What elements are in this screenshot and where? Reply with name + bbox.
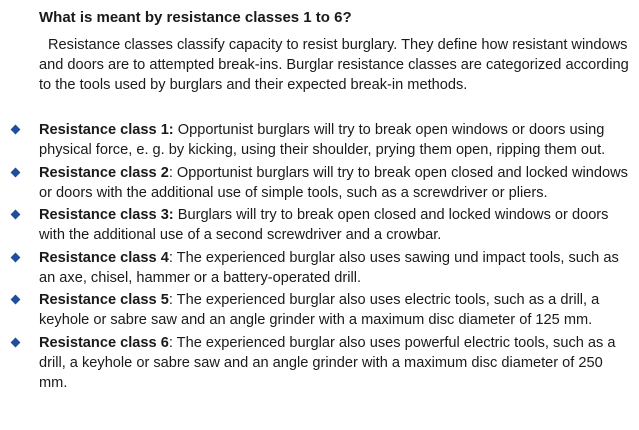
list-item-class-2 bbox=[0, 163, 639, 203]
class-label: Resistance class 3: bbox=[39, 207, 174, 223]
class-label: Resistance class 1: bbox=[39, 122, 174, 138]
diamond-bullet-icon bbox=[11, 167, 21, 177]
intro-text: Resistance classes classify capacity to resist burglary. They define how resistant windows and doors are to attempted break-ins. Burglar resistance classes are categorized according to the tools used by burglars and their expected break-in methods. bbox=[39, 37, 629, 93]
class-description: : The experienced burglar also uses sawing und impact tools, such as an axe, chisel, hammer or a battery-operated drill. bbox=[39, 249, 619, 286]
diamond-bullet-icon bbox=[11, 125, 21, 135]
intro-paragraph bbox=[39, 35, 639, 95]
class-label: Resistance class 6 bbox=[39, 334, 169, 351]
list-item-class-4 bbox=[0, 248, 639, 288]
diamond-bullet-icon bbox=[11, 337, 21, 347]
class-description: : The experienced burglar also uses electric tools, such as a drill, a keyhole or sabre saw and an angle grinder with a maximum disc diameter of 125 mm. bbox=[39, 292, 600, 328]
list-item-class-5 bbox=[0, 290, 639, 330]
class-label: Resistance class 4 bbox=[39, 249, 169, 266]
diamond-bullet-icon bbox=[11, 252, 21, 262]
list-item-class-1 bbox=[0, 120, 639, 160]
list-item-class-3 bbox=[0, 205, 639, 245]
class-description: : Opportunist burglars will try to break open closed and locked windows or doors with the additional use of simple tools, such as a screwdriver or pliers. bbox=[39, 164, 628, 201]
resistance-class-list bbox=[0, 120, 639, 395]
class-description: : The experienced burglar also uses powerful electric tools, such as a drill, a keyhole or sabre saw and an angle grinder with a maximum disc diameter of 250 mm. bbox=[39, 334, 616, 391]
diamond-bullet-icon bbox=[11, 295, 21, 305]
diamond-bullet-icon bbox=[11, 210, 21, 220]
document-heading: What is meant by resistance classes 1 to 6? bbox=[39, 9, 352, 26]
list-item-class-6 bbox=[0, 333, 639, 393]
class-label: Resistance class 2 bbox=[39, 164, 169, 181]
class-label: Resistance class 5 bbox=[39, 292, 169, 308]
class-description: Opportunist burglars will try to break open windows or doors using physical force, e. g. by kicking, using their shoulder, prying them open, ripping them out. bbox=[39, 122, 606, 158]
class-description: Burglars will try to break open closed and locked windows or doors with the additional use of a second screwdriver and a crowbar. bbox=[39, 207, 609, 243]
